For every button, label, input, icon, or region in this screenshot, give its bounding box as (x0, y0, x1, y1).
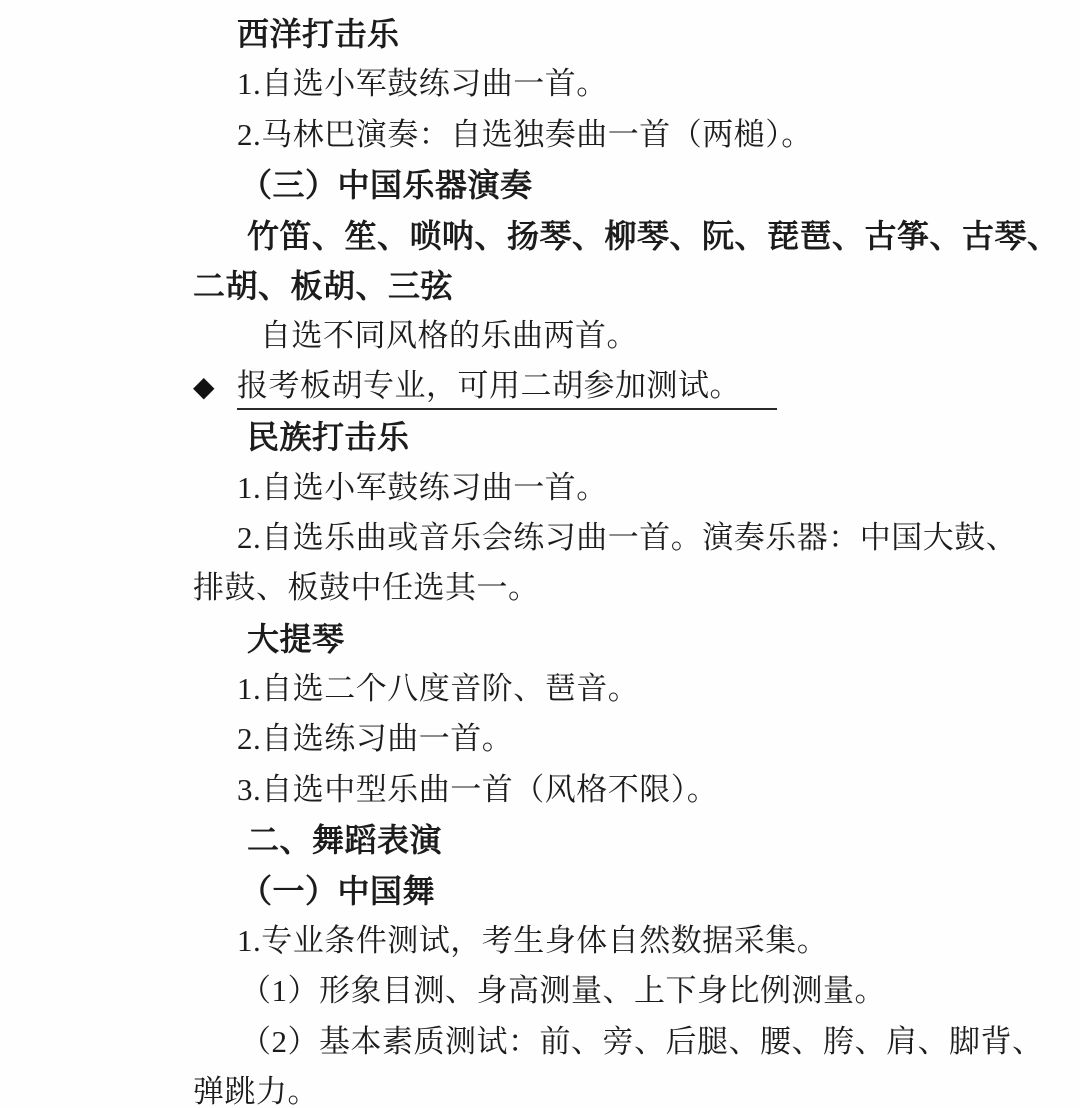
note-line (193, 362, 1033, 412)
section-heading: （一）中国舞 (240, 872, 436, 909)
doc-line: 2.自选乐曲或音乐会练习曲一首。演奏乐器：中国大鼓、 (237, 519, 1018, 555)
document-text-block (193, 9, 1060, 1108)
doc-line: 1.自选小军鼓练习曲一首。 (237, 469, 608, 505)
doc-line: 1.自选小军鼓练习曲一首。 (237, 66, 608, 102)
doc-line: （1）形象目测、身高测量、上下身比例测量。 (240, 973, 886, 1009)
underlined-note: 报考板胡专业，可用二胡参加测试。 (237, 364, 777, 410)
doc-line: 排鼓、板鼓中任选其一。 (193, 570, 540, 606)
doc-line: 1.自选二个八度音阶、琶音。 (237, 671, 640, 707)
doc-line: 弹跳力。 (193, 1074, 319, 1108)
section-heading: （三）中国乐器演奏 (240, 167, 533, 204)
doc-line: 3.自选中型乐曲一首（风格不限）。 (237, 771, 719, 807)
section-heading: 民族打击乐 (247, 419, 410, 456)
section-heading: 二、舞蹈表演 (247, 822, 443, 859)
doc-line: 1.专业条件测试，考生身体自然数据采集。 (237, 923, 829, 959)
doc-line: 二胡、板胡、三弦 (193, 267, 454, 304)
doc-line: 竹笛、笙、唢呐、扬琴、柳琴、阮、琵琶、古筝、古琴、 (247, 217, 1060, 254)
section-heading: 西洋打击乐 (237, 16, 400, 52)
doc-line: 2.马林巴演奏：自选独奏曲一首（两槌）。 (237, 116, 813, 152)
doc-line: 自选不同风格的乐曲两首。 (260, 318, 638, 354)
section-heading: 大提琴 (247, 620, 345, 657)
doc-line: 2.自选练习曲一首。 (237, 721, 514, 757)
diamond-bullet-icon: ◆ (193, 369, 216, 403)
doc-line: （2）基本素质测试：前、旁、后腿、腰、胯、肩、脚背、 (240, 1023, 1044, 1059)
